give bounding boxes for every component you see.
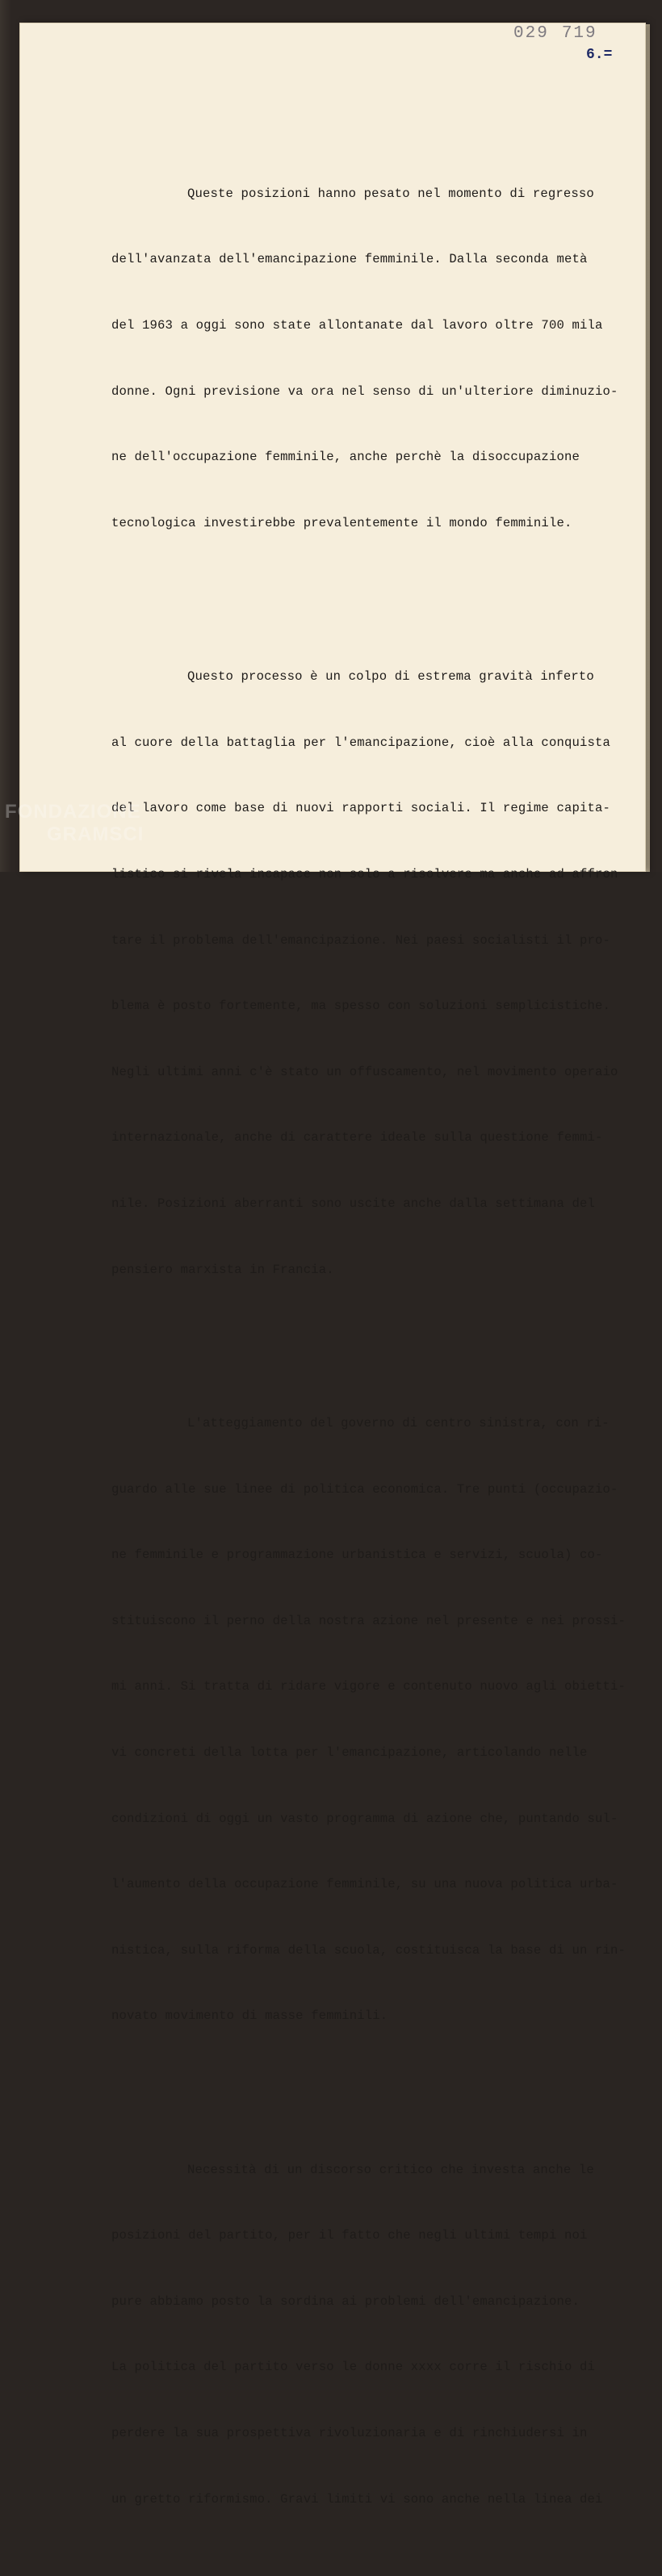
document-body	[111, 95, 636, 2576]
text-line: Necessità di un discorso critico che investa anche le	[187, 2162, 594, 2177]
text-line: La politica del partito verso le donne xxxx corre il rischio di	[111, 2360, 595, 2375]
paragraph	[111, 139, 636, 578]
text-line: mi anni. Si tratta di ridare vigore e contenuto nuovo agli obietti-	[111, 1679, 626, 1694]
text-line: perdere la sua prospettiva rivoluzionaria e di rinchiudersi in	[111, 2426, 588, 2441]
watermark-line-1: FONDAZIONE	[5, 801, 141, 823]
text-line: Questo processo è un colpo di estrema gravità inferto	[187, 669, 594, 685]
page-number: 6.=	[586, 47, 613, 63]
text-line: pure abbiamo posto la sordina ai problemi dell'emancipazione.	[111, 2293, 580, 2309]
text-line: donne. Ogni previsione va ora nel senso di un'ulteriore diminuzio-	[111, 383, 618, 399]
text-line: vi concreti della lotta per l'emancipazione, articolando nelle	[111, 1745, 588, 1760]
paragraph	[111, 2115, 636, 2554]
archive-number-part2: 719	[561, 24, 597, 43]
text-line: nile. Posizioni aberranti sono uscite anche dalla settimana del	[111, 1196, 595, 1211]
text-line: internazionale, anche di carattere ideale sulla questione femmi-	[111, 1130, 603, 1146]
text-line: blema è posto fortemente, ma spesso con soluzioni semplicistiche.	[111, 999, 611, 1014]
text-line: ne dell'occupazione femminile, anche perchè la disoccupazione	[111, 450, 580, 465]
text-line: del lavoro come base di nuovi rapporti sociali. Il regime capita-	[111, 801, 611, 816]
text-line: nistica, sulla riforma della scuola, costituisca la base di un rin-	[111, 1942, 626, 1958]
watermark-line-2: GRAMSCI	[47, 823, 145, 845]
text-line: dell'avanzata dell'emancipazione femminile. Dalla seconda metà	[111, 252, 588, 267]
text-line: posizioni del partito, per il fatto che negli ultimi tempi noi	[111, 2228, 588, 2243]
archive-number-part1: 029	[513, 24, 549, 43]
text-line: guardo alle sue linee di politica economica. Tre punti (occupazio-	[111, 1481, 618, 1497]
text-line: tare il problema dell'emancipazione. Nei paesi socialisti il pro-	[111, 932, 611, 948]
text-line: del 1963 a oggi sono state allontanate dal lavoro oltre 700 mila	[111, 318, 603, 333]
text-line: pensiero marxista in Francia.	[111, 1262, 334, 1277]
text-line: ne femminile e programmazione urbanistica e servizi, scuola) co-	[111, 1548, 603, 1563]
text-line: stituiscono il perno della nostra azione nel presente e nei prossi-	[111, 1613, 626, 1628]
paragraph	[111, 1369, 636, 2071]
text-line: condizioni di oggi un vasto programma di azione che, puntando sul-	[111, 1811, 618, 1826]
text-line: tecnologica investirebbe prevalentemente il mondo femminile.	[111, 515, 572, 530]
text-line: novato movimento di masse femminili.	[111, 2008, 388, 2024]
text-line: L'atteggiamento del governo di centro sinistra, con ri-	[187, 1415, 610, 1430]
text-line: l'aumento della occupazione femminile, su una nuova politica urba-	[111, 1877, 618, 1892]
text-line: al cuore della battaglia per l'emancipazione, cioè alla conquista	[111, 735, 611, 750]
text-line: Negli ultimi anni c'è stato un offuscamento, nel movimento operaio	[111, 1064, 618, 1079]
archive-stamp-number	[513, 24, 610, 43]
text-line: un gretto riformismo. Gravi limiti vi sono anche nella linea dei	[111, 2491, 603, 2507]
text-line: Queste posizioni hanno pesato nel momento di regresso	[187, 186, 594, 201]
fondazione-gramsci-watermark	[5, 801, 144, 846]
paragraph	[111, 622, 636, 1325]
text-line: listico si rivela incapace non solo a risolvere ma anche ad affron	[111, 866, 618, 882]
